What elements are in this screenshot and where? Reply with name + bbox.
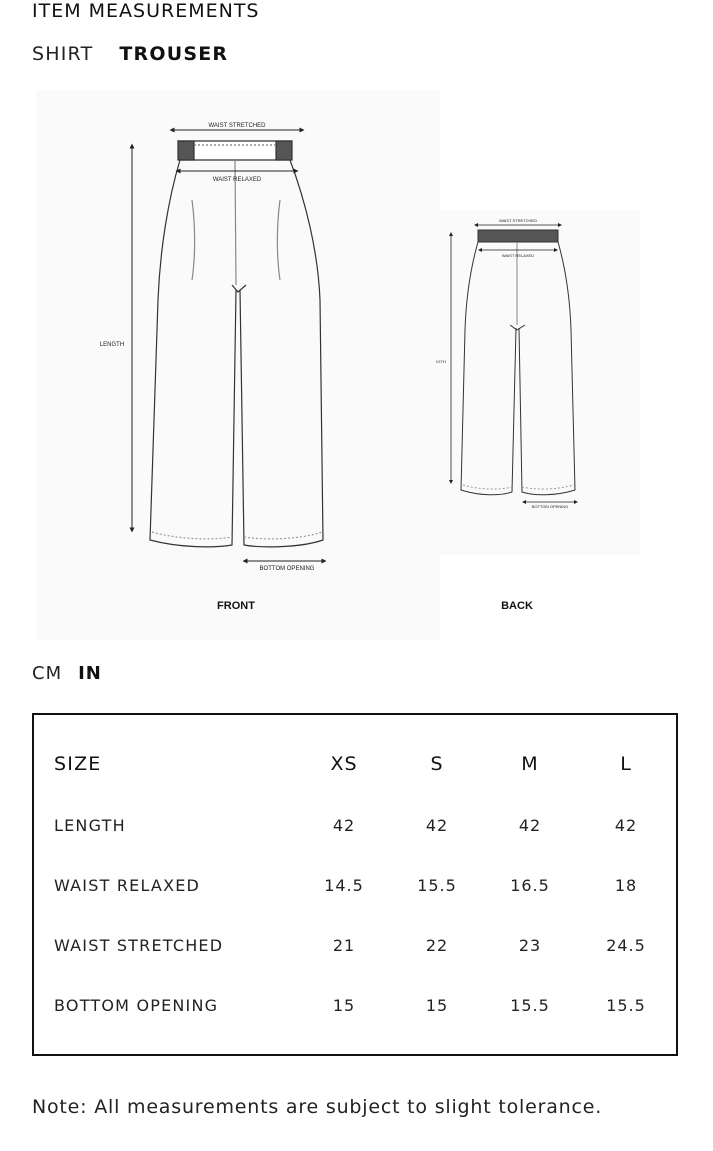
tolerance-note: Note: All measurements are subject to slight tolerance.	[32, 1096, 603, 1118]
cell-value: 24.5	[606, 936, 646, 955]
page-title: ITEM MEASUREMENTS	[32, 0, 260, 22]
back-length-label: IGTH	[436, 359, 446, 364]
garment-tabs	[32, 42, 228, 66]
row-label: BOTTOM OPENING	[54, 996, 219, 1015]
front-caption: FRONT	[217, 600, 255, 612]
tab-in[interactable]: IN	[78, 663, 102, 684]
table-row	[34, 871, 676, 901]
header-xs: XS	[330, 753, 358, 775]
table-row	[34, 991, 676, 1021]
front-panel-bg	[36, 90, 440, 640]
cell-value: 42	[518, 816, 542, 835]
cell-value: 23	[518, 936, 542, 955]
front-waist-relaxed-label: WAIST RELAXED	[212, 177, 262, 183]
tab-trouser[interactable]: TROUSER	[119, 43, 229, 65]
row-label: WAIST RELAXED	[54, 876, 201, 895]
header-s: S	[430, 753, 444, 775]
front-bottom-opening-label: BOTTOM OPENING	[259, 566, 315, 572]
header-size: SIZE	[54, 753, 102, 775]
back-caption: BACK	[501, 600, 533, 612]
cell-value: 42	[332, 816, 356, 835]
row-label: WAIST STRETCHED	[54, 936, 224, 955]
cell-value: 15.5	[510, 996, 550, 1015]
measurements-table	[32, 713, 678, 1056]
table-row	[34, 931, 676, 961]
cell-value: 42	[614, 816, 638, 835]
back-bottom-opening-label: BOTTOM OPENING	[531, 504, 569, 509]
header-l: L	[620, 753, 632, 775]
back-waist-relaxed-label: WAIST RELAXED	[501, 253, 535, 258]
back-waist-stretched-label: WAIST STRETCHED	[498, 218, 538, 223]
cell-value: 15	[425, 996, 449, 1015]
cell-value: 18	[614, 876, 638, 895]
row-label: LENGTH	[54, 816, 126, 835]
front-length-label: LENGTH	[99, 342, 125, 348]
cell-value: 14.5	[324, 876, 364, 895]
cell-value: 42	[425, 816, 449, 835]
header-m: M	[521, 753, 539, 775]
cell-value: 15.5	[417, 876, 457, 895]
cell-value: 15	[332, 996, 356, 1015]
cell-value: 15.5	[606, 996, 646, 1015]
table-header-row	[34, 749, 676, 779]
tab-cm[interactable]: CM	[32, 663, 63, 684]
unit-tabs	[32, 662, 102, 686]
cell-value: 16.5	[510, 876, 550, 895]
tab-shirt[interactable]: SHIRT	[32, 43, 94, 65]
cell-value: 21	[332, 936, 356, 955]
front-waist-stretched-label: WAIST STRETCHED	[208, 123, 266, 129]
cell-value: 22	[425, 936, 449, 955]
trouser-illustration	[0, 86, 713, 646]
table-row	[34, 811, 676, 841]
